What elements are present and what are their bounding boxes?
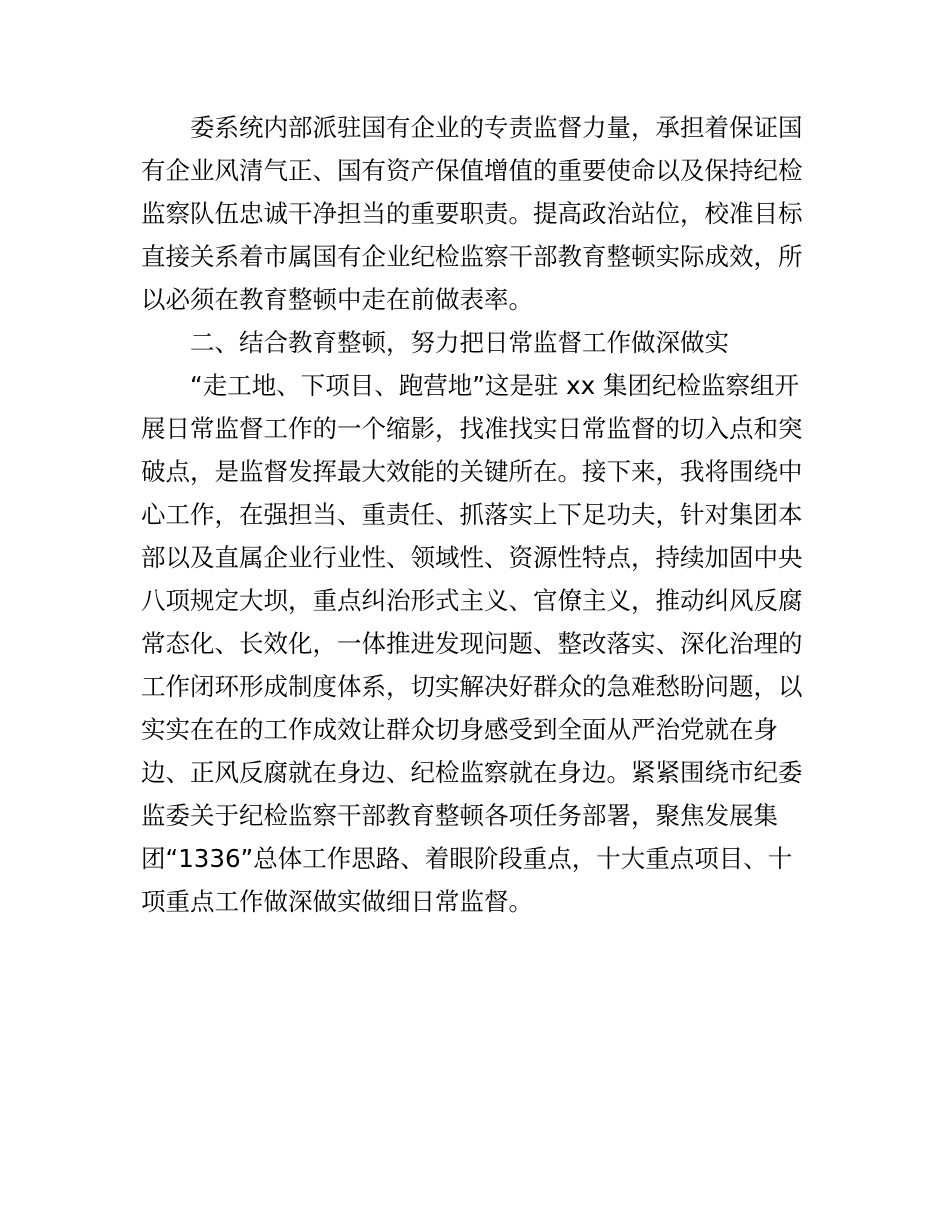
text-line: 常态化、长效化，一体推进发现问题、整改落实、深化治理的 xyxy=(141,629,803,658)
paragraph-1 xyxy=(141,106,813,321)
text-line: 项重点工作做深做实做细日常监督。 xyxy=(141,887,533,916)
text-line: “走工地、下项目、跑营地”这是驻 xx 集团纪检监察组开 xyxy=(190,371,799,400)
text-line: 监察队伍忠诚干净担当的重要职责。提高政治站位，校准目标 xyxy=(141,199,803,228)
text-line: 实实在在的工作成效让群众切身感受到全面从严治党就在身 xyxy=(141,715,778,744)
text-line: 委系统内部派驻国有企业的专责监督力量，承担着保证国 xyxy=(190,113,803,142)
paragraph-2 xyxy=(141,364,813,923)
text-line: 心工作，在强担当、重责任、抓落实上下足功夫，针对集团本 xyxy=(141,500,803,529)
text-line: 监委关于纪检监察干部教育整顿各项任务部署，聚焦发展集 xyxy=(141,801,778,830)
text-line: 工作闭环形成制度体系，切实解决好群众的急难愁盼问题，以 xyxy=(141,672,803,701)
heading-text: 二、结合教育整顿，努力把日常监督工作做深做实 xyxy=(190,328,729,357)
text-line: 破点，是监督发挥最大效能的关键所在。接下来，我将围绕中 xyxy=(141,457,803,486)
text-line: 团“1336”总体工作思路、着眼阶段重点，十大重点项目、十 xyxy=(141,844,793,873)
text-line: 直接关系着市属国有企业纪检监察干部教育整顿实际成效，所 xyxy=(141,242,803,271)
text-line: 八项规定大坝，重点纠治形式主义、官僚主义，推动纠风反腐 xyxy=(141,586,803,615)
text-line: 以必须在教育整顿中走在前做表率。 xyxy=(141,285,533,314)
text-line: 有企业风清气正、国有资产保值增值的重要使命以及保持纪检 xyxy=(141,156,803,185)
document-body xyxy=(141,106,813,923)
text-line: 部以及直属企业行业性、领域性、资源性特点，持续加固中央 xyxy=(141,543,803,572)
section-heading xyxy=(141,321,813,364)
text-line: 边、正风反腐就在身边、纪检监察就在身边。紧紧围绕市纪委 xyxy=(141,758,803,787)
text-line: 展日常监督工作的一个缩影，找准找实日常监督的切入点和突 xyxy=(141,414,803,443)
